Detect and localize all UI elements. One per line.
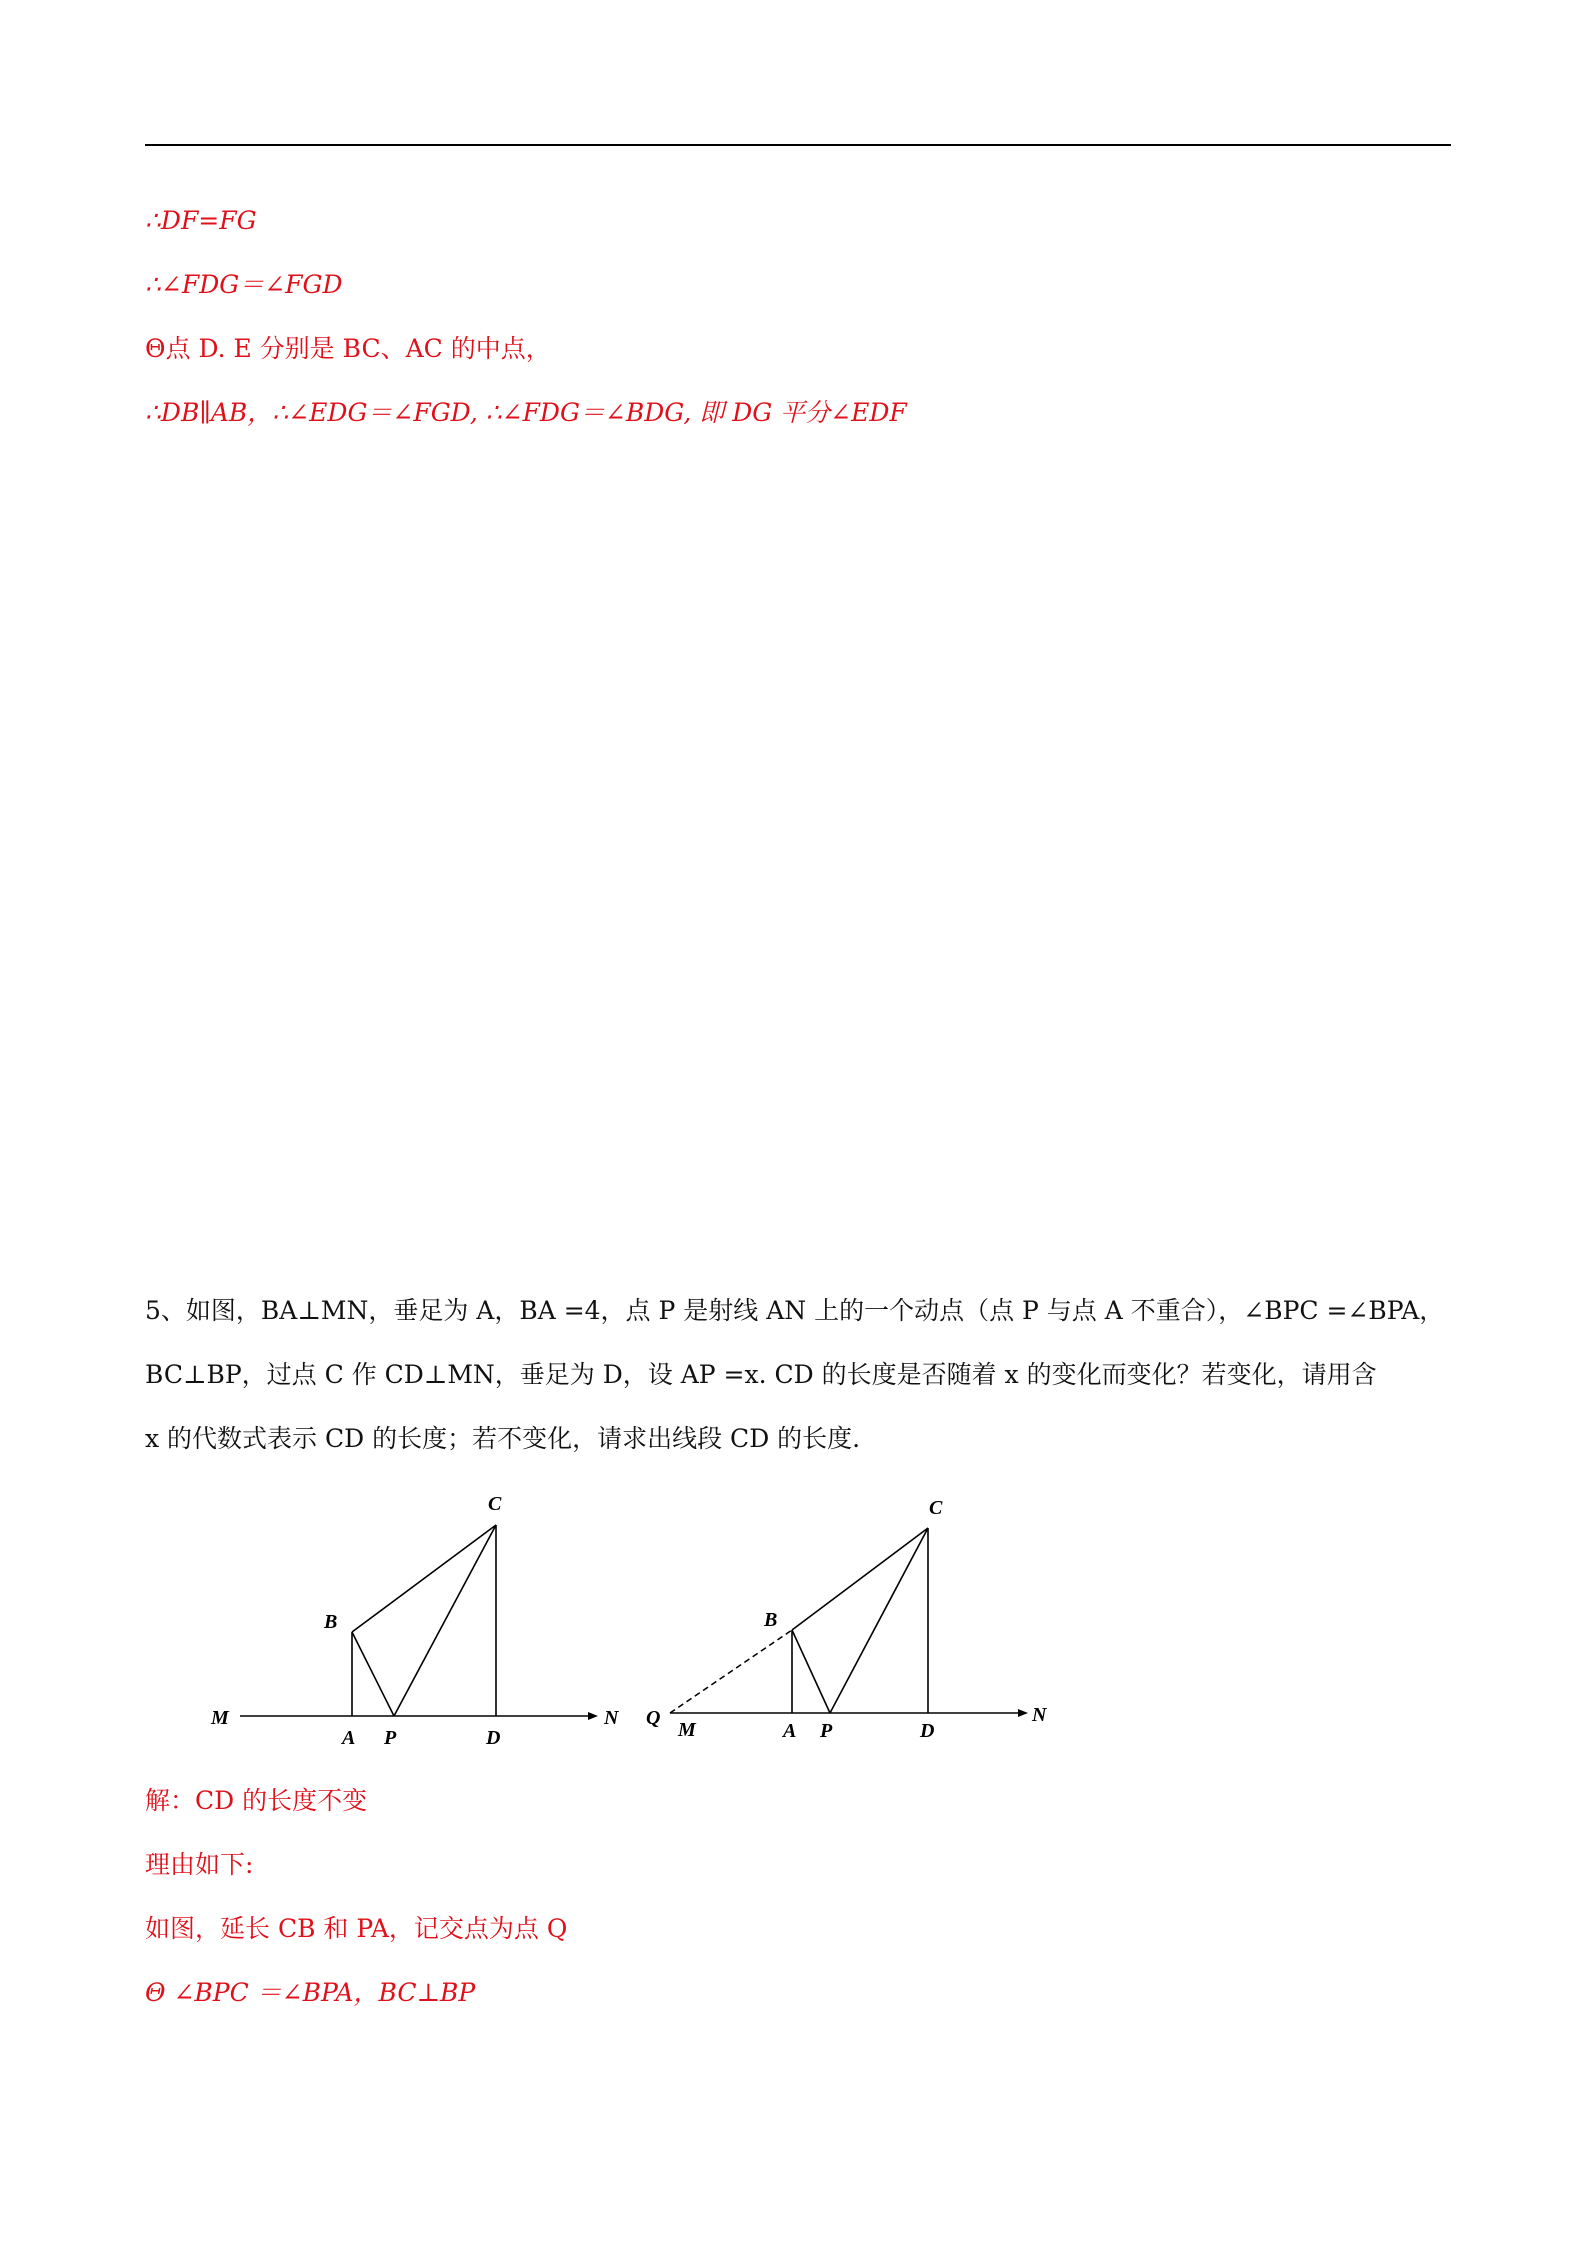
geometry-figure-2: [640, 1480, 1080, 1760]
problem-5-line-3: x 的代数式表示 CD 的长度；若不变化，请求出线段 CD 的长度.: [145, 1424, 861, 1453]
label-c: C: [488, 1493, 502, 1515]
proof-line-1: ∴DF=FG: [145, 206, 257, 235]
label-n: N: [604, 1707, 619, 1729]
segment-pc: [394, 1525, 496, 1716]
label-a: A: [783, 1720, 797, 1742]
solution-line-2: 理由如下:: [145, 1850, 254, 1879]
arrow-n-icon: [588, 1712, 598, 1720]
segment-pc: [830, 1528, 928, 1713]
segment-bp: [792, 1630, 830, 1713]
label-a: A: [342, 1727, 356, 1749]
solution-line-3: 如图，延长 CB 和 PA，记交点为点 Q: [145, 1914, 568, 1943]
solution-line-4: Θ ∠BPC ＝∠BPA，BC⊥BP: [145, 1978, 476, 2007]
proof-line-4: ∴DB∥AB，∴∠EDG＝∠FGD, ∴∠FDG＝∠BDG, 即 DG 平分∠EDF: [145, 398, 907, 427]
label-d: D: [486, 1727, 501, 1749]
label-m: M: [678, 1719, 696, 1741]
segment-qb-dashed: [670, 1630, 792, 1713]
label-p: P: [820, 1720, 833, 1742]
problem-5-line-1: 5、如图，BA⊥MN，垂足为 A，BA =4，点 P 是射线 AN 上的一个动点（点 P 与点 A 不重合），∠BPC =∠BPA，: [145, 1296, 1445, 1325]
label-b: B: [324, 1611, 338, 1633]
geometry-figure-1: [200, 1480, 640, 1760]
label-c: C: [929, 1497, 943, 1519]
label-p: P: [384, 1727, 397, 1749]
proof-line-3: Θ点 D. E 分别是 BC、AC 的中点，: [145, 334, 551, 363]
segment-bc: [792, 1528, 928, 1630]
solution-line-1: 解：CD 的长度不变: [145, 1786, 368, 1815]
label-b: B: [764, 1609, 778, 1631]
label-q: Q: [646, 1707, 661, 1729]
label-m: M: [211, 1707, 229, 1729]
segment-bp: [352, 1632, 394, 1716]
proof-line-2: ∴∠FDG＝∠FGD: [145, 270, 343, 299]
segment-bc: [352, 1525, 496, 1632]
label-d: D: [920, 1720, 935, 1742]
header-rule: [145, 144, 1451, 146]
label-n: N: [1032, 1704, 1047, 1726]
arrow-n-icon: [1018, 1709, 1028, 1717]
problem-5-line-2: BC⊥BP，过点 C 作 CD⊥MN，垂足为 D，设 AP =x. CD 的长度是否随着 x 的变化而变化？若变化，请用含: [145, 1360, 1377, 1389]
